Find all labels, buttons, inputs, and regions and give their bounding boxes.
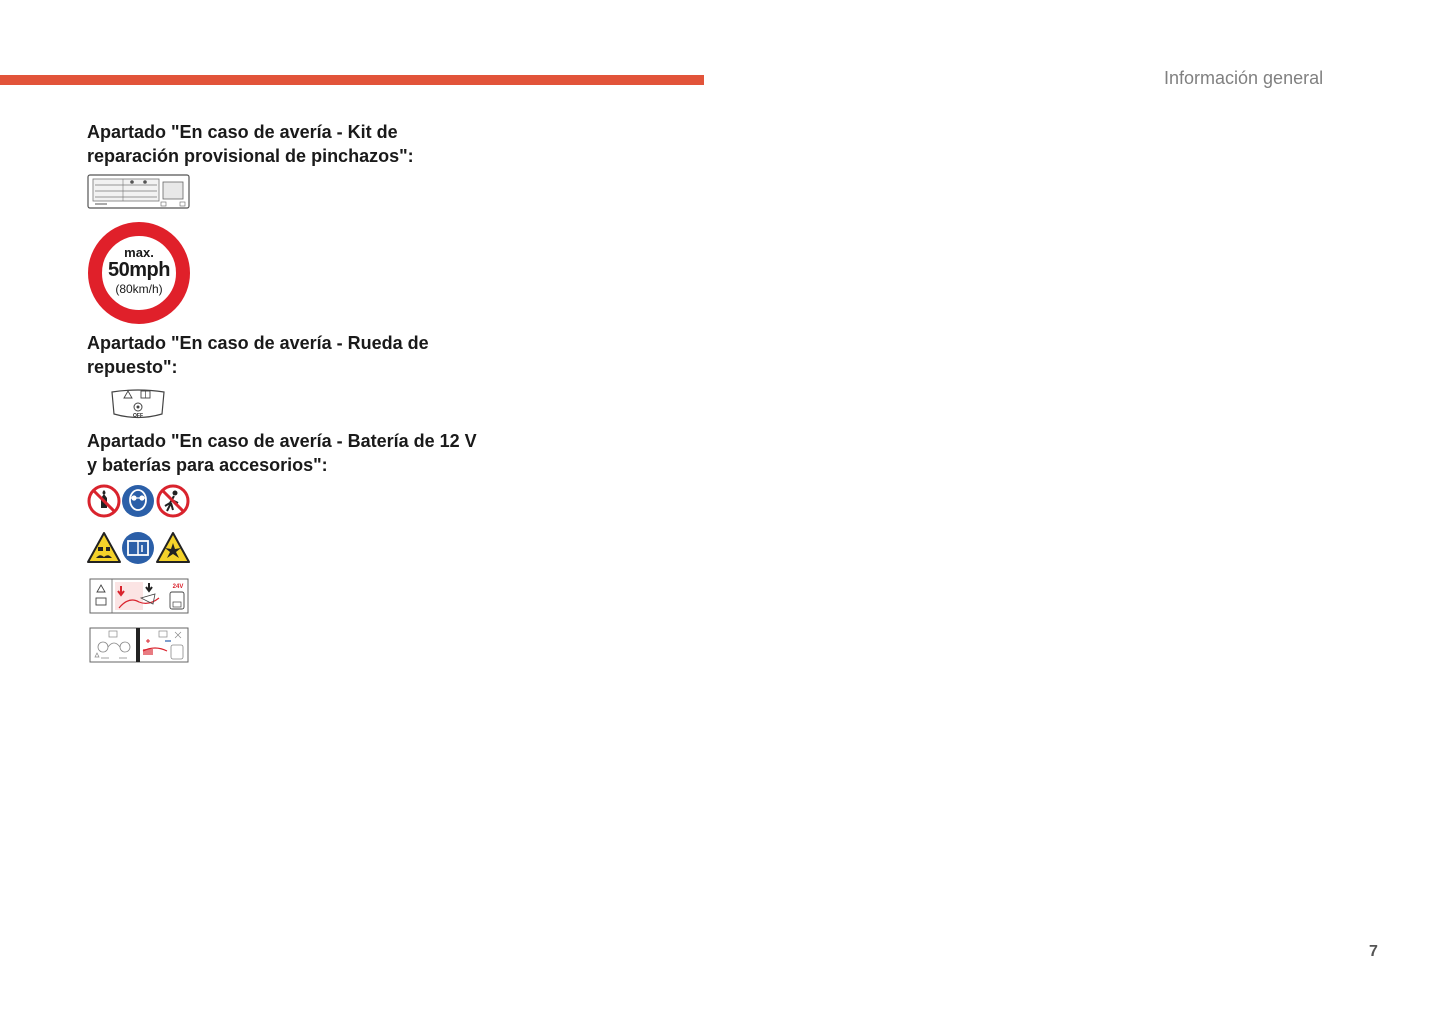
wear-eye-protection-icon — [122, 485, 154, 517]
battery-safety-icons-row2 — [87, 531, 190, 565]
speed-sign-value: 50mph — [108, 259, 170, 281]
speed-limit-sign-text — [88, 222, 190, 324]
heading-line: Apartado "En caso de avería - Rueda de — [87, 333, 429, 353]
keep-children-away-icon — [158, 486, 188, 516]
heading-line: y baterías para accesorios": — [87, 455, 328, 475]
read-manual-icon — [122, 532, 154, 564]
no-open-flame-icon — [89, 486, 119, 516]
spare-wheel-label-icon — [108, 388, 168, 421]
explosive-warning-icon — [157, 533, 189, 562]
page-number: 7 — [1369, 943, 1378, 960]
speed-sign-max: max. — [124, 245, 154, 260]
battery-connection-label-icon — [89, 627, 189, 663]
battery-jump-start-label-icon — [89, 578, 189, 614]
section-heading-tyre-repair-kit — [87, 120, 487, 168]
page-header-title: Información general — [1164, 68, 1324, 88]
section-heading-battery — [87, 429, 487, 477]
corrosive-warning-icon — [88, 533, 120, 562]
speed-sign-kmh: (80km/h) — [115, 282, 163, 296]
section-heading-spare-wheel — [87, 331, 487, 379]
heading-line: Apartado "En caso de avería - Kit de — [87, 122, 398, 142]
heading-line: reparación provisional de pinchazos": — [87, 146, 414, 166]
tyre-repair-kit-label-icon — [87, 174, 190, 209]
battery-safety-icons-row1 — [87, 484, 190, 518]
battery-label-voltage-text: 24V — [172, 584, 184, 590]
spare-label-off-text: OFF — [133, 413, 143, 419]
heading-line: repuesto": — [87, 357, 178, 377]
header-accent-bar — [0, 75, 704, 85]
heading-line: Apartado "En caso de avería - Batería de 12 V — [87, 431, 477, 451]
